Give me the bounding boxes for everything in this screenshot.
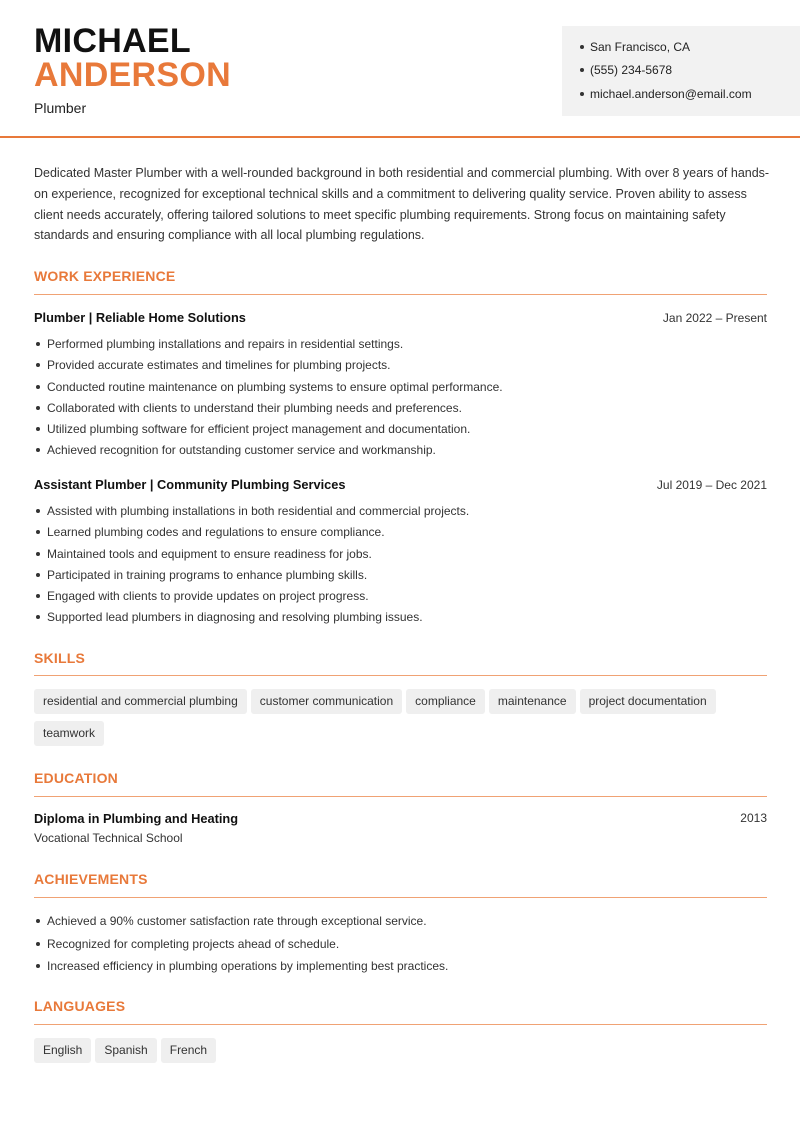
skill-tag: project documentation [580, 689, 716, 714]
list-item: Maintained tools and equipment to ensure readiness for jobs. [34, 546, 767, 567]
list-item: Achieved recognition for outstanding customer service and workmanship. [34, 442, 767, 463]
language-tag: French [161, 1038, 216, 1063]
graduation-year: 2013 [740, 811, 767, 825]
professional-summary: Dedicated Master Plumber with a well-rounded background in both residential and commercial plumbing. With over 8 years of hands-on experience, recognized for exceptional technical skills and a commitment to delivering quality service. Proven ability to assess client needs accurately, offering tailored solutions to meet specific plumbing requirements. Strong focus on maintaining safety standards and ensuring compliance with all local plumbing regulations. [34, 166, 770, 243]
job-bullets [34, 336, 767, 464]
section-divider [34, 796, 767, 797]
work-experience-heading: WORK EXPERIENCE [34, 268, 176, 284]
education-entry [34, 811, 767, 826]
list-item: Supported lead plumbers in diagnosing and resolving plumbing issues. [34, 609, 767, 630]
skill-tag: teamwork [34, 721, 104, 746]
list-item: Conducted routine maintenance on plumbing systems to ensure optimal performance. [34, 379, 767, 400]
first-name: MICHAEL [34, 22, 191, 60]
list-item: Provided accurate estimates and timelines for plumbing projects. [34, 357, 767, 378]
list-item: Performed plumbing installations and repairs in residential settings. [34, 336, 767, 357]
job-title: Plumber [34, 100, 87, 116]
job-bullets [34, 503, 767, 631]
bullet-icon [580, 92, 584, 96]
education-heading: EDUCATION [34, 770, 118, 786]
achievement-bullets [34, 913, 767, 981]
email-text: michael.anderson@email.com [590, 87, 752, 101]
phone-text: (555) 234-5678 [590, 63, 673, 77]
skills-tags [34, 689, 774, 753]
job-role: Plumber | Reliable Home Solutions [34, 310, 246, 325]
contact-phone [580, 62, 672, 78]
list-item: Utilized plumbing software for efficient project management and documentation. [34, 421, 767, 442]
language-tags [34, 1038, 774, 1070]
section-divider [34, 294, 767, 295]
contact-email [580, 86, 752, 102]
skill-tag: compliance [406, 689, 485, 714]
section-divider [34, 675, 767, 676]
achievements-heading: ACHIEVEMENTS [34, 871, 148, 887]
skills-heading: SKILLS [34, 650, 85, 666]
skill-tag: maintenance [489, 689, 576, 714]
contact-box [562, 26, 800, 116]
degree-name: Diploma in Plumbing and Heating [34, 811, 239, 826]
list-item: Participated in training programs to enhance plumbing skills. [34, 567, 767, 588]
school-name: Vocational Technical School [34, 831, 183, 845]
job-header [34, 310, 767, 326]
languages-heading: LANGUAGES [34, 998, 126, 1014]
job-role: Assistant Plumber | Community Plumbing Services [34, 477, 346, 492]
list-item: Learned plumbing codes and regulations to ensure compliance. [34, 524, 767, 545]
section-divider [34, 897, 767, 898]
list-item: Recognized for completing projects ahead of schedule. [34, 936, 767, 959]
list-item: Collaborated with clients to understand their plumbing needs and preferences. [34, 400, 767, 421]
list-item: Achieved a 90% customer satisfaction rate through exceptional service. [34, 913, 767, 936]
bullet-icon [580, 45, 584, 49]
skill-tag: residential and commercial plumbing [34, 689, 247, 714]
job-header [34, 477, 767, 493]
language-tag: Spanish [95, 1038, 156, 1063]
resume-header [0, 0, 800, 138]
language-tag: English [34, 1038, 91, 1063]
skill-tag: customer communication [251, 689, 402, 714]
list-item: Assisted with plumbing installations in both residential and commercial projects. [34, 503, 767, 524]
list-item: Engaged with clients to provide updates on project progress. [34, 588, 767, 609]
contact-location [580, 39, 690, 55]
job-dates: Jan 2022 – Present [662, 311, 767, 325]
job-dates: Jul 2019 – Dec 2021 [656, 478, 767, 492]
section-divider [34, 1024, 767, 1025]
list-item: Increased efficiency in plumbing operations by implementing best practices. [34, 958, 767, 981]
last-name: ANDERSON [34, 56, 231, 94]
bullet-icon [580, 68, 584, 72]
location-text: San Francisco, CA [590, 40, 691, 54]
